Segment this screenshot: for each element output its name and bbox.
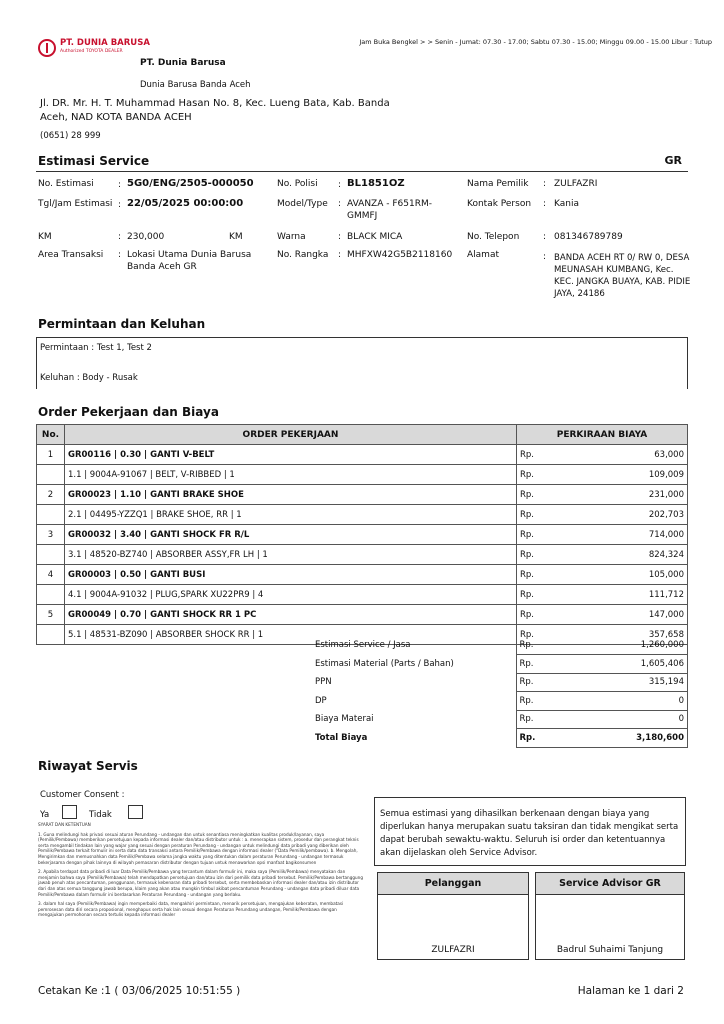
summary-amount: 0 (596, 710, 688, 729)
page-number: Halaman ke 1 dari 2 (577, 985, 684, 997)
polisi-label: No. Polisi (277, 179, 318, 189)
order-job-row (37, 445, 688, 465)
terms-2: 2. Apabila terdapat data pribadi di luar Data Pemilik/Pembawa yang tercantum dalam formulir ini, maka saya (Pemilik/Pembawa) menyatakan dan menjamin bahwa saya (Pemilik/Pembawa) telah mendapatkan persetujuan dan/atau izin dari pemilik data pribadi tersebut. Pemilik/Pembawa bertanggung jawab penuh atas pencantuman, penggunaan, termasuk kebenaran data pribadi tersebut, serta membebaskan informasi dealer dan/atau izin distributor dari dan atas semua tanggung jawab berupa, klaim yang akan atau mungkin timbul akibat pencantuman Perundang - undangan data pribadi diluar data Pemilik/Pembawa dalam formulir ini berdasarkan Peraturan Perundang - undangan yang berlaku. (38, 869, 363, 897)
summary-currency: Rp. (516, 655, 596, 674)
order-row-desc: 2.1 | 04495-YZZQ1 | BRAKE SHOE, RR | 1 (65, 505, 517, 525)
summary-currency: Rp. (516, 692, 596, 711)
order-table (36, 424, 688, 645)
order-row-no: 4 (37, 565, 65, 585)
riwayat-section-title: Riwayat Servis (38, 759, 138, 773)
order-row-currency: Rp. (516, 565, 596, 585)
summary-amount: 1,605,406 (596, 655, 688, 674)
col-biaya: PERKIRAAN BIAYA (516, 425, 687, 445)
workshop-hours: Jam Buka Bengkel > > Senin - Jumat: 07.30 - 17.00; Sabtu 07.30 - 15.00; Minggu 09.00 - 15.00 Libur : Tutup (359, 38, 712, 46)
order-row-amount: 147,000 (596, 605, 687, 625)
order-row-currency: Rp. (516, 525, 596, 545)
total-row (312, 729, 688, 748)
colon: : (118, 250, 122, 260)
order-row-no: 2 (37, 485, 65, 505)
permintaan-text: Permintaan : Test 1, Test 2 (40, 343, 152, 353)
telepon-label: No. Telepon (467, 232, 520, 242)
km-value: 230,000 (127, 232, 165, 242)
model-label: Model/Type (277, 199, 328, 209)
order-row-currency: Rp. (516, 465, 596, 485)
tgl-label: Tgl/Jam Estimasi (38, 199, 113, 209)
order-row-no (37, 545, 65, 565)
order-row-amount: 231,000 (596, 485, 687, 505)
summary-amount: 1,260,000 (596, 636, 688, 655)
order-row-amount: 111,712 (596, 585, 687, 605)
order-part-row (37, 545, 688, 565)
no-estimasi-label: No. Estimasi (38, 179, 94, 189)
order-row-amount: 202,703 (596, 505, 687, 525)
no-estimasi-value: 5G0/ENG/2505-000050 (127, 178, 254, 189)
summary-row (312, 655, 688, 674)
summary-label: DP (315, 695, 327, 706)
order-job-row (37, 565, 688, 585)
order-part-row (37, 505, 688, 525)
summary-currency: Rp. (516, 673, 596, 692)
branch-name: Dunia Barusa Banda Aceh (140, 80, 251, 90)
colon: : (543, 232, 547, 242)
order-row-no: 5 (37, 605, 65, 625)
order-job-row (37, 605, 688, 625)
order-part-row (37, 585, 688, 605)
summary-row (312, 673, 688, 692)
summary-label: Estimasi Service / Jasa (315, 640, 411, 651)
permintaan-box (36, 337, 688, 389)
terms-title: SYARAT DAN KETENTUAN (38, 822, 91, 827)
kontak-value: Kania (554, 199, 579, 209)
summary-label: Total Biaya (315, 732, 368, 743)
order-row-currency: Rp. (516, 445, 596, 465)
order-job-row (37, 485, 688, 505)
order-row-amount: 357,658 (596, 625, 687, 645)
tgl-value: 22/05/2025 00:00:00 (127, 198, 244, 209)
company-phone: (0651) 28 999 (40, 131, 101, 141)
summary-currency: Rp. (516, 729, 596, 748)
order-row-amount: 109,009 (596, 465, 687, 485)
print-count: Cetakan Ke :1 ( 03/06/2025 10:51:55 ) (38, 985, 241, 997)
colon: : (118, 180, 122, 190)
colon: : (338, 199, 342, 209)
summary-currency: Rp. (516, 636, 596, 655)
company-address: Jl. DR. Mr. H. T. Muhammad Hasan No. 8, Kec. Lueng Bata, Kab. Banda Aceh, NAD KOTA BANDA ACEH (40, 98, 390, 123)
order-row-amount: 824,324 (596, 545, 687, 565)
disclaimer-box: Semua estimasi yang dihasilkan berkenaan dengan biaya yang diperlukan hanya merupakan suatu taksiran dan tidak mengikat serta dapat berubah sewaktu-waktu. Seluruh isi order dan ketentuannya akan dijelaskan oleh Service Advisor. (374, 797, 686, 866)
summary-currency: Rp. (516, 710, 596, 729)
colon: : (543, 179, 547, 189)
order-row-amount: 105,000 (596, 565, 687, 585)
warna-value: BLACK MICA (347, 232, 403, 242)
consent-label: Customer Consent : (40, 790, 125, 800)
colon: : (338, 250, 342, 260)
order-row-no (37, 505, 65, 525)
order-row-amount: 63,000 (596, 445, 687, 465)
logo-sub: Authorized TOYOTA DEALER (60, 49, 123, 54)
order-row-desc: GR00032 | 3.40 | GANTI SHOCK FR R/L (65, 525, 517, 545)
order-row-desc: 5.1 | 48531-BZ090 | ABSORBER SHOCK RR | 1 (65, 625, 517, 645)
pelanggan-name: ZULFAZRI (431, 945, 475, 955)
order-row-no: 3 (37, 525, 65, 545)
order-row-desc: 4.1 | 9004A-91032 | PLUG,SPARK XU22PR9 | 4 (65, 585, 517, 605)
logo-name: PT. DUNIA BARUSA (60, 38, 150, 48)
order-row-currency: Rp. (516, 485, 596, 505)
summary-row (312, 710, 688, 729)
pemilik-value: ZULFAZRI (554, 179, 598, 189)
order-row-desc: 3.1 | 48520-BZ740 | ABSORBER ASSY,FR LH | 1 (65, 545, 517, 565)
order-row-currency: Rp. (516, 625, 596, 645)
summary-label: PPN (315, 677, 332, 688)
company-logo (38, 38, 150, 60)
type-code: GR (664, 154, 682, 167)
area-label: Area Transaksi (38, 250, 104, 260)
order-row-no (37, 585, 65, 605)
colon: : (118, 232, 122, 242)
page-title: Estimasi Service (38, 154, 150, 168)
terms-1: 1. Guna melindungi hak privasi sesuai aturan Perundang - undangan dan untuk senantiasa meningkatkan kualitas produk/layanan, saya (Pemilik/Pembawa) memberikan persetujuan kepada informasi dealer dan/atau distributor untuk : a. menerapkan sistem, prosedur dan perangkat teknis serta mengambil tindakan lain yang wajar yang sesuai dengan peraturan Perundang - undangan untuk melindungi data pribadi yang diberikan oleh Pemilik/Pembawa terkait formulir ini serta data data transaksi antara Pemilik/Pembawa dengan informasi dealer ("Data Pemilik/pembawa). b. Mengolah, Mengirimkan dan memusnahkan data Pemilik/Pembawa selama jangka waktu yang ditentukan dalam peraturan Perundang - undangan termasuk bekerjasama dengan pihak lainnya di wilayah pemasaran distributor dengan tujuan untuk menawarkan opsi manfaat bagikonsumen (38, 831, 359, 865)
consent-ya-label: Ya (40, 810, 50, 820)
warna-label: Warna (277, 232, 306, 242)
terms-block (38, 822, 364, 922)
area-value: Lokasi Utama Dunia Barusa Banda Aceh GR (127, 250, 252, 272)
order-row-desc: GR00116 | 0.30 | GANTI V-BELT (65, 445, 517, 465)
alamat-label: Alamat (467, 250, 499, 260)
sa-label: Service Advisor GR (536, 873, 684, 895)
order-row-desc: GR00023 | 1.10 | GANTI BRAKE SHOE (65, 485, 517, 505)
pemilik-label: Nama Pemilik (467, 179, 529, 189)
rangka-label: No. Rangka (277, 250, 329, 260)
summary-label: Estimasi Material (Parts / Bahan) (315, 658, 454, 669)
colon: : (543, 252, 547, 262)
summary-amount: 3,180,600 (596, 729, 688, 748)
summary-label: Biaya Materai (315, 714, 374, 725)
colon: : (543, 199, 547, 209)
order-part-row (37, 465, 688, 485)
summary-row (312, 636, 688, 655)
order-row-no: 1 (37, 445, 65, 465)
order-row-currency: Rp. (516, 545, 596, 565)
sa-signature-box (535, 872, 685, 960)
order-section-title: Order Pekerjaan dan Biaya (38, 405, 219, 419)
order-row-currency: Rp. (516, 605, 596, 625)
sa-name: Badrul Suhaimi Tanjung (556, 945, 664, 955)
alamat-value: BANDA ACEH RT 0/ RW 0, DESA MEUNASAH KUMBANG, Kec. KEC. JANGKA BUAYA, KAB. PIDIE JAYA, 24186 (554, 253, 691, 299)
order-row-currency: Rp. (516, 585, 596, 605)
kontak-label: Kontak Person (467, 199, 532, 209)
order-row-no (37, 465, 65, 485)
summary-table (312, 636, 688, 748)
order-row-currency: Rp. (516, 505, 596, 525)
logo-emblem-icon (38, 39, 56, 57)
model-value: AVANZA - F651RM-GMMFJ (347, 199, 432, 221)
pelanggan-signature-box (377, 872, 529, 960)
summary-amount: 315,194 (596, 673, 688, 692)
col-no: No. (37, 425, 65, 445)
pelanggan-label: Pelanggan (378, 873, 528, 895)
colon: : (118, 200, 122, 210)
telepon-value: 081346789789 (554, 232, 623, 242)
km-unit: KM (229, 232, 243, 242)
colon: : (338, 232, 342, 242)
company-name: PT. Dunia Barusa (140, 58, 226, 68)
title-divider (36, 171, 688, 172)
keluhan-text: Keluhan : Body - Rusak (40, 373, 138, 383)
summary-amount: 0 (596, 692, 688, 711)
order-job-row (37, 525, 688, 545)
order-table-header (37, 425, 688, 445)
col-order: ORDER PEKERJAAN (65, 425, 517, 445)
order-row-desc: GR00049 | 0.70 | GANTI SHOCK RR 1 PC (65, 605, 517, 625)
order-row-desc: GR00003 | 0.50 | GANTI BUSI (65, 565, 517, 585)
order-row-amount: 714,000 (596, 525, 687, 545)
consent-tidak-checkbox[interactable] (128, 805, 143, 819)
permintaan-section-title: Permintaan dan Keluhan (38, 317, 206, 331)
rangka-value: MHFXW42G5B2118160 (347, 250, 453, 260)
km-label: KM (38, 232, 52, 242)
summary-row (312, 692, 688, 711)
consent-tidak-label: Tidak (89, 810, 112, 820)
order-row-no (37, 625, 65, 645)
terms-3: 3. dalam hal saya (Pemilik/Pembawa) ingin memperbaiki data, mengakhiri permintaan, menarik persetujuan, mengajukan keberatan, membatasi pemrosesan data diri secara proposional, menghapus serta hak lain sesuai dengan Peraturan Perundang undangan, Pemilik/Pembawa dengan mengajukan permohonan secara tertulis kepada informasi dealer (38, 901, 344, 918)
polisi-value: BL1851OZ (347, 178, 405, 189)
colon: : (338, 180, 342, 190)
order-row-desc: 1.1 | 9004A-91067 | BELT, V-RIBBED | 1 (65, 465, 517, 485)
consent-ya-checkbox[interactable] (62, 805, 77, 819)
